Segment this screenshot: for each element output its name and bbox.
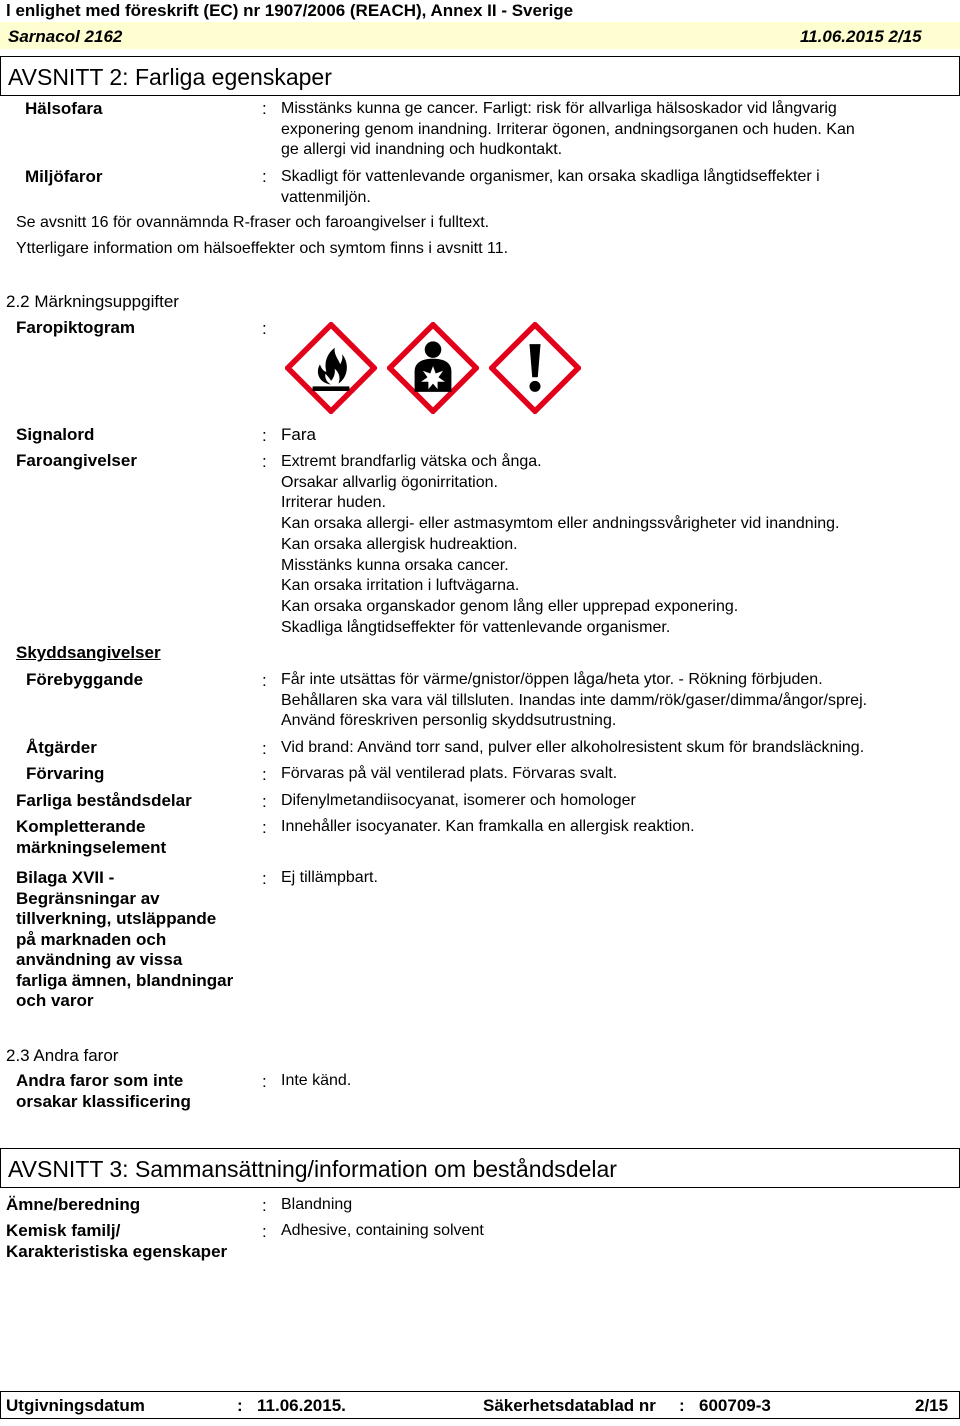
bilaga-xvii-value: Ej tillämpbart. xyxy=(281,869,378,886)
miljofaror-label: Miljöfaror xyxy=(25,167,103,186)
colon: : xyxy=(262,426,267,445)
section-2-3-title: 2.3 Andra faror xyxy=(6,1046,119,1065)
text-line: Andra faror som inte xyxy=(16,1071,184,1090)
text-line: Får inte utsättas för värme/gnistor/öppen låga/heta ytor. - Rökning förbjuden. xyxy=(281,671,823,688)
amne-beredning-label: Ämne/beredning xyxy=(6,1195,141,1214)
section-2-2-title: 2.2 Märkningsuppgifter xyxy=(6,292,179,311)
kompletterande-label xyxy=(16,817,166,858)
farliga-bestandsdelar-value: Difenylmetandiisocyanat, isomerer och homologer xyxy=(281,792,636,809)
note-r-phrases: Se avsnitt 16 för ovannämnda R-fraser och faroangivelser i fulltext. xyxy=(16,214,490,231)
atgarder-value: Vid brand: Använd torr sand, pulver eller alkoholresistent skum för brandsläckning. xyxy=(281,739,865,756)
sakerhetsdatablad-value: 600709-3 xyxy=(699,1396,771,1415)
signalord-label: Signalord xyxy=(16,425,95,444)
text-line: Kompletterande xyxy=(16,817,146,836)
text-line: Extremt brandfarlig vätska och ånga. xyxy=(281,453,542,470)
text-line: Kan orsaka irritation i luftvägarna. xyxy=(281,577,520,595)
text-line: Karakteristiska egenskaper xyxy=(6,1241,228,1261)
amne-beredning-value: Blandning xyxy=(281,1196,353,1213)
text-line: vattenmiljön. xyxy=(281,188,371,206)
faroangivelser-label: Faroangivelser xyxy=(16,451,137,470)
colon: : xyxy=(262,818,267,837)
text-line: Kan orsaka allergisk hudreaktion. xyxy=(281,535,518,553)
signalord-value: Fara xyxy=(281,425,316,444)
text-line: farliga ämnen, blandningar xyxy=(16,970,234,990)
text-line: märkningselement xyxy=(16,837,167,857)
andra-faror-label xyxy=(16,1071,191,1112)
text-line: på marknaden och xyxy=(16,929,167,949)
health-hazard-icon xyxy=(387,322,479,414)
skyddsangivelser-label: Skyddsangivelser xyxy=(16,643,161,662)
colon: : xyxy=(262,739,267,758)
andra-faror-value: Inte känd. xyxy=(281,1072,352,1089)
text-line: Kemisk familj/ xyxy=(6,1221,121,1240)
document-header-title: l enlighet med föreskrift (EC) nr 1907/2006 (REACH), Annex II - Sverige xyxy=(6,1,574,20)
kemisk-familj-label xyxy=(6,1221,227,1262)
colon: : xyxy=(262,1196,267,1215)
bilaga-xvii-label xyxy=(16,868,233,1012)
text-line: exponering genom inandning. Irriterar ögonen, andningsorganen och huden. Kan xyxy=(281,120,855,138)
kompletterande-value: Innehåller isocyanater. Kan framkalla en allergisk reaktion. xyxy=(281,818,695,835)
text-line: Behållaren ska vara väl tillsluten. Inandas inte damm/rök/gaser/dimma/ångor/sprej. xyxy=(281,691,868,709)
colon: : xyxy=(262,869,267,888)
text-line: Kan orsaka organskador genom lång eller upprepad exponering. xyxy=(281,597,739,615)
halsofara-label: Hälsofara xyxy=(25,99,103,118)
section-2-title-box xyxy=(0,56,960,96)
text-line: Kan orsaka allergi- eller astmasymtom eller andningssvårigheter vid inandning. xyxy=(281,515,840,533)
text-line: Skadligt för vattenlevande organismer, kan orsaka skadliga långtidseffekter i xyxy=(281,168,820,185)
colon: : xyxy=(679,1396,685,1415)
text-line: Orsakar allvarlig ögonirritation. xyxy=(281,473,498,491)
section-3-title: AVSNITT 3: Sammansättning/information om beståndsdelar xyxy=(8,1156,617,1182)
atgarder-label: Åtgärder xyxy=(26,738,97,757)
sakerhetsdatablad-label: Säkerhetsdatablad nr xyxy=(483,1396,656,1415)
section-3-title-box xyxy=(0,1148,960,1188)
text-line: Bilaga XVII - xyxy=(16,868,115,887)
section-2-title: AVSNITT 2: Farliga egenskaper xyxy=(8,64,332,90)
text-line: Begränsningar av xyxy=(16,888,160,908)
text-line: Irriterar huden. xyxy=(281,494,386,512)
text-line: Använd föreskriven personlig skyddsutrustning. xyxy=(281,712,617,730)
text-line: Misstänks kunna ge cancer. Farligt: risk för allvarliga hälsoskador vid långvarig xyxy=(281,100,837,117)
note-health-effects: Ytterligare information om hälsoeffekter och symtom finns i avsnitt 11. xyxy=(16,240,509,257)
header-date-page: 11.06.2015 2/15 xyxy=(800,27,922,46)
exclamation-mark-icon xyxy=(489,322,581,414)
colon: : xyxy=(262,99,267,118)
halsofara-value xyxy=(281,99,855,161)
text-line: användning av vissa xyxy=(16,950,183,969)
colon: : xyxy=(262,319,267,338)
faroangivelser-value xyxy=(281,452,840,638)
text-line: tillverkning, utsläppande xyxy=(16,909,217,928)
forvaring-value: Förvaras på väl ventilerad plats. Förvaras svalt. xyxy=(281,765,618,782)
colon: : xyxy=(262,167,267,186)
forvaring-label: Förvaring xyxy=(26,764,105,783)
flame-icon xyxy=(285,322,377,414)
colon: : xyxy=(262,792,267,811)
colon: : xyxy=(237,1396,243,1415)
colon: : xyxy=(262,671,267,690)
colon: : xyxy=(262,452,267,471)
forebyggande-label: Förebyggande xyxy=(26,670,144,689)
colon: : xyxy=(262,1222,267,1241)
text-line: orsakar klassificering xyxy=(16,1091,191,1111)
colon: : xyxy=(262,1072,267,1091)
farliga-bestandsdelar-label: Farliga beståndsdelar xyxy=(16,791,192,810)
utgivningsdatum-value: 11.06.2015. xyxy=(257,1396,346,1415)
colon: : xyxy=(262,765,267,784)
text-line: Skadliga långtidseffekter för vattenlevande organismer. xyxy=(281,618,671,636)
utgivningsdatum-label: Utgivningsdatum xyxy=(6,1396,145,1415)
text-line: ge allergi vid inandning och hudkontakt. xyxy=(281,141,563,159)
miljofaror-value xyxy=(281,167,820,208)
faropiktogram-label: Faropiktogram xyxy=(16,318,136,337)
forebyggande-value xyxy=(281,670,867,732)
text-line: och varor xyxy=(16,991,94,1010)
document-footer xyxy=(0,1391,960,1419)
footer-page-number: 2/15 xyxy=(915,1396,949,1415)
kemisk-familj-value: Adhesive, containing solvent xyxy=(281,1222,484,1239)
product-name: Sarnacol 2162 xyxy=(8,27,123,46)
text-line: Misstänks kunna orsaka cancer. xyxy=(281,556,509,574)
